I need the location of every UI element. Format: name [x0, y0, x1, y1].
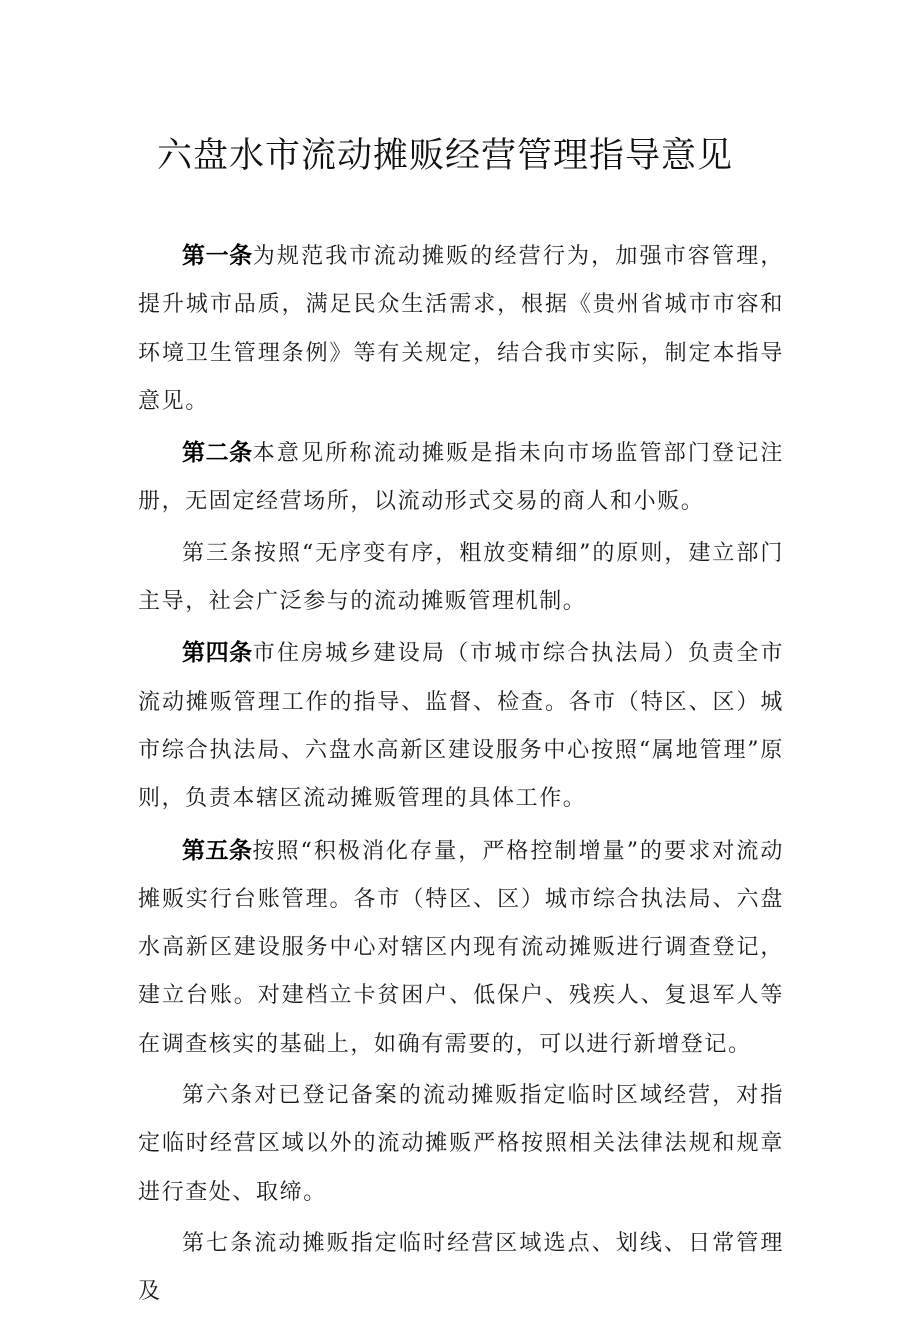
- article-text: 流动摊贩指定临时经营区域选点、划线、日常管理及: [138, 1230, 785, 1305]
- article-1: [138, 232, 784, 426]
- article-text: 按照“积极消化存量，严格控制增量”的要求对流动摊贩实行台账管理。各市（特区、区）城市综合执法局、六盘水高新区建设服务中心对辖区内现有流动摊贩进行调查登记，建立台账。对建档立卡贫困户、低保户、残疾人、复退军人等在调查核实的基础上，如确有需要的，可以进行新增登记。: [138, 838, 785, 1057]
- article-number: 第四条: [182, 640, 253, 667]
- article-number: 第三条: [182, 540, 254, 566]
- article-text: 对已登记备案的流动摊贩指定临时区域经营，对指定临时经营区域以外的流动摊贩严格按照相关法律法规和规章进行查处、取缔。: [138, 1083, 785, 1205]
- article-7: [138, 1220, 784, 1317]
- article-number: 第六条: [182, 1083, 255, 1109]
- article-number: 第一条: [182, 243, 253, 269]
- article-6: [138, 1072, 784, 1217]
- document-body: [138, 232, 784, 1320]
- article-number: 第七条: [182, 1230, 255, 1256]
- article-5: [138, 827, 784, 1069]
- article-text: 为规范我市流动摊贩的经营行为，加强市容管理，提升城市品质，满足民众生活需求，根据《贵州省城市市容和环境卫生管理条例》等有关规定，结合我市实际，制定本指导意见。: [138, 244, 785, 414]
- document-title: 六盘水市流动摊贩经营管理指导意见: [156, 136, 733, 176]
- article-text: 本意见所称流动摊贩是指未向市场监管部门登记注册，无固定经营场所，以流动形式交易的商人和小贩。: [138, 441, 785, 515]
- article-number: 第二条: [182, 440, 253, 467]
- article-text: 市住房城乡建设局（市城市综合执法局）负责全市流动摊贩管理工作的指导、监督、检查。各市（特区、区）城市综合执法局、六盘水高新区建设服务中心按照“属地管理”原则，负责本辖区流动摊贩管理的具体工作。: [138, 641, 785, 812]
- article-text: 按照“无序变有序，粗放变精细”的原则，建立部门主导，社会广泛参与的流动摊贩管理机制。: [138, 540, 784, 615]
- article-2: [138, 429, 784, 527]
- article-3: [138, 530, 784, 627]
- article-4: [138, 629, 784, 823]
- article-number: 第五条: [182, 837, 253, 864]
